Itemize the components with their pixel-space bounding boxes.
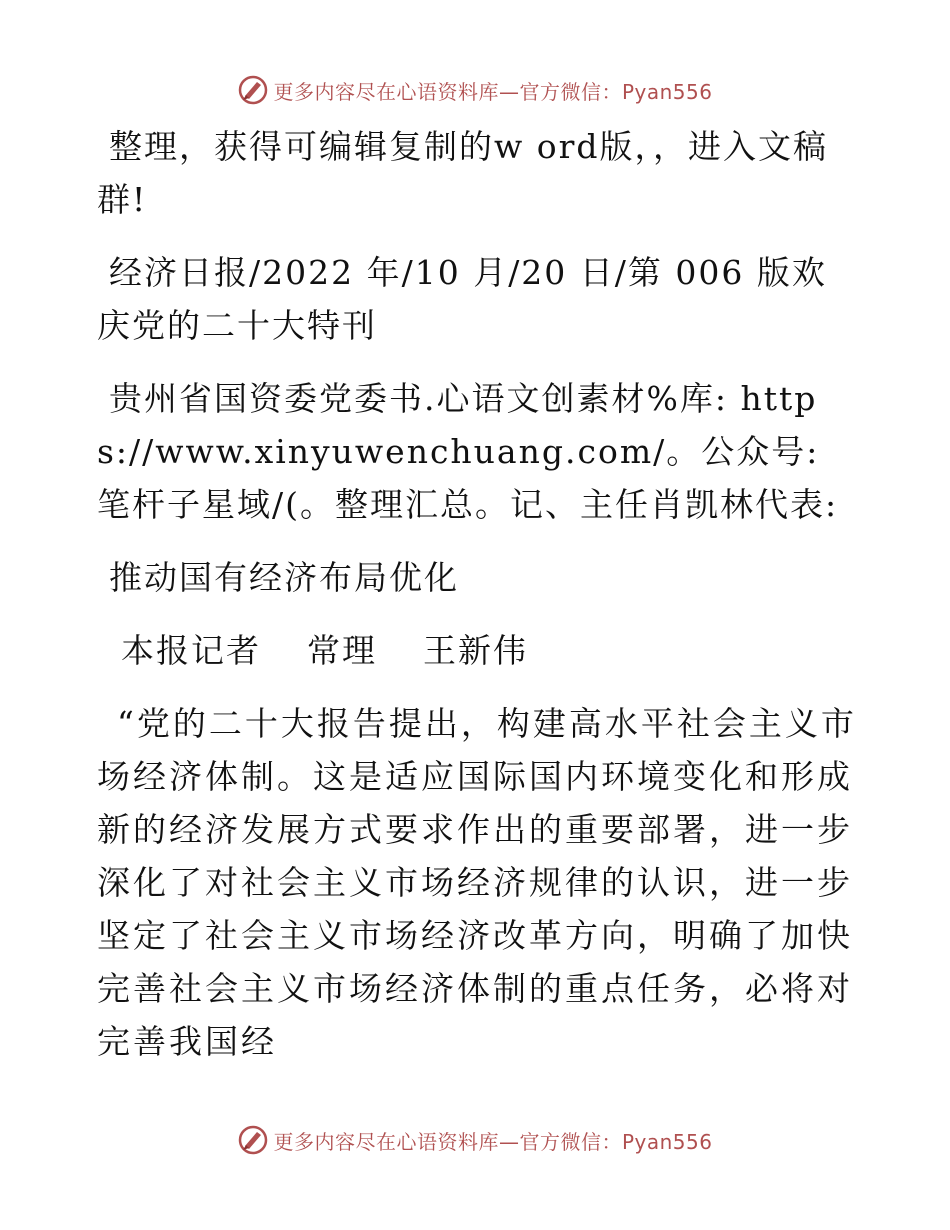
byline-reporter-1: 常理 <box>307 631 377 670</box>
footer-banner <box>0 1120 950 1160</box>
article-headline: 推动国有经济布局优化 <box>109 558 459 597</box>
document-body <box>97 120 857 1088</box>
article-byline <box>97 624 857 677</box>
paragraph-source: 经济日报/2022 年/10 月/20 日/第 006 版欢庆党的二十大特刊 <box>97 253 827 345</box>
byline-label: 本报记者 <box>121 631 261 670</box>
byline-reporter-2: 王新伟 <box>423 631 528 670</box>
pen-circle-logo-icon <box>237 1124 269 1156</box>
paragraph-intro: 整理，获得可编辑复制的w ord版，，进入文稿群! <box>97 127 829 219</box>
header-banner <box>0 70 950 110</box>
banner-text: 更多内容尽在心语资料库—官方微信：Pyan556 <box>273 1129 713 1154</box>
pen-circle-logo-icon <box>237 74 269 106</box>
paragraph-author: 贵州省国资委党委书.心语文创素材%库: https://www.xinyuwenchuang.com/。公众号: 笔杆子星域/(。整理汇总。记、主任肖凯林代表: <box>97 379 839 524</box>
paragraph-main: “党的二十大报告提出，构建高水平社会主义市场经济体制。这是适应国际国内环境变化和形成新的经济发展方式要求作出的重要部署，进一步深化了对社会主义市场经济规律的认识，进一步坚定了社会主义市场经济改革方向，明确了加快完善社会主义市场经济体制的重点任务，必将对完善我国经 <box>97 704 857 1061</box>
banner-text: 更多内容尽在心语资料库—官方微信：Pyan556 <box>273 79 713 104</box>
